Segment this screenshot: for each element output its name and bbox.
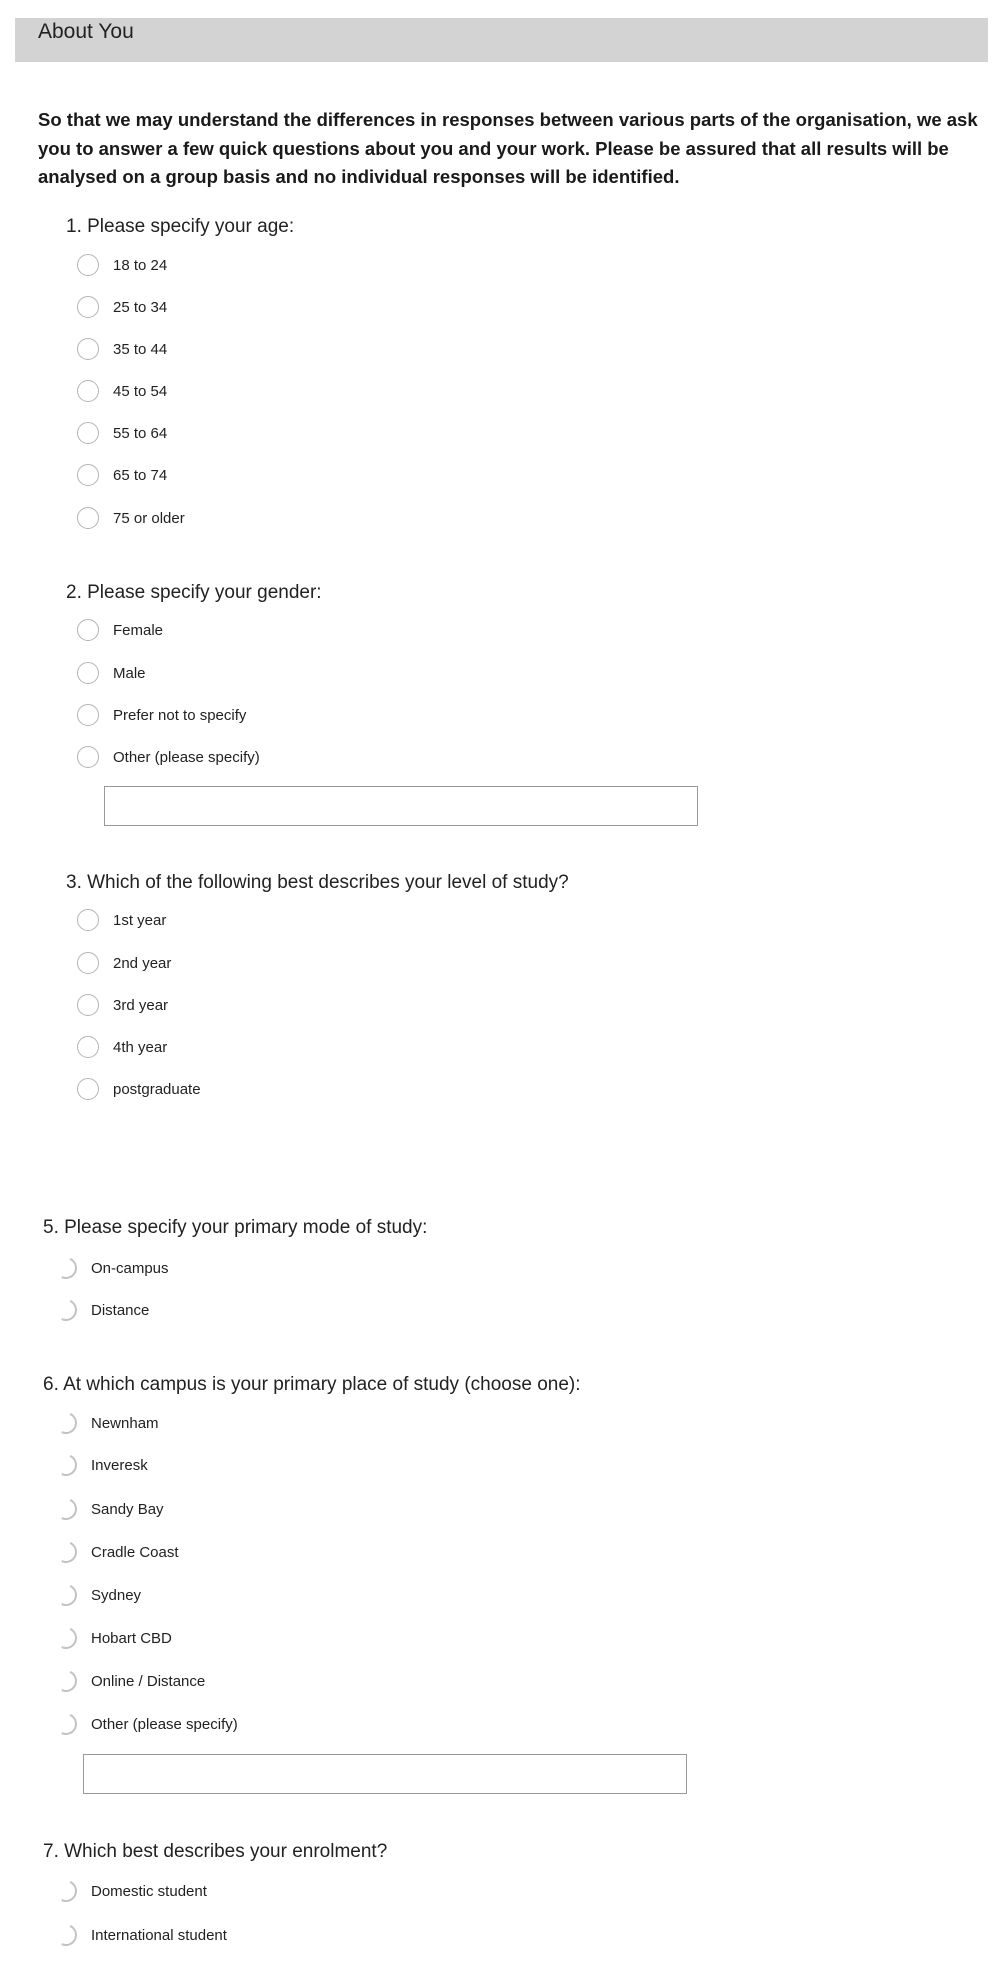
radio-button[interactable] [77,380,99,402]
age-option[interactable]: 18 to 24 [77,252,167,278]
radio-button[interactable] [77,1036,99,1058]
age-option[interactable]: 75 or older [77,505,185,531]
enrolment-option[interactable]: International student [55,1922,227,1948]
radio-button[interactable] [77,1078,99,1100]
campus-other-input[interactable] [83,1754,687,1794]
radio-button[interactable] [52,1667,80,1695]
question-gender-title: 2. Please specify your gender: [66,582,322,603]
section-title: About You [38,20,134,43]
study-level-option[interactable]: 1st year [77,907,166,933]
radio-button[interactable] [52,1710,80,1738]
question-study-mode-title: 5. Please specify your primary mode of study: [43,1217,428,1238]
gender-option[interactable]: Prefer not to specify [77,702,246,728]
radio-button[interactable] [77,746,99,768]
radio-button[interactable] [52,1495,80,1523]
age-option[interactable]: 65 to 74 [77,462,167,488]
study-level-option[interactable]: 3rd year [77,992,168,1018]
age-option[interactable]: 55 to 64 [77,420,167,446]
study-level-option[interactable]: 4th year [77,1034,167,1060]
section-header [15,18,988,62]
radio-button[interactable] [77,464,99,486]
campus-option[interactable]: Newnham [55,1410,159,1436]
radio-button[interactable] [77,338,99,360]
study-level-option[interactable]: postgraduate [77,1076,201,1102]
radio-button[interactable] [77,507,99,529]
question-enrolment-title: 7. Which best describes your enrolment? [43,1841,388,1862]
gender-other-input[interactable] [104,786,698,826]
radio-button[interactable] [52,1296,80,1324]
intro-text: So that we may understand the differences in responses between various parts of the organisation, we ask you to answer a few quick questions about you and your work. Please be assured that all results will be analysed on a group basis and no individual responses will be identified. [38,109,978,187]
age-option[interactable]: 45 to 54 [77,378,167,404]
age-option[interactable]: 25 to 34 [77,294,167,320]
question-study-level-title: 3. Which of the following best describes your level of study? [66,872,569,893]
radio-button[interactable] [77,296,99,318]
radio-button[interactable] [77,422,99,444]
radio-button[interactable] [52,1921,80,1949]
study-mode-option[interactable]: Distance [55,1297,149,1323]
radio-button[interactable] [77,704,99,726]
campus-option-other[interactable]: Other (please specify) [55,1711,238,1737]
radio-button[interactable] [52,1581,80,1609]
radio-button[interactable] [77,994,99,1016]
radio-button[interactable] [77,254,99,276]
gender-option-other[interactable]: Other (please specify) [77,744,260,770]
radio-button[interactable] [52,1877,80,1905]
radio-button[interactable] [77,952,99,974]
campus-option[interactable]: Sydney [55,1582,141,1608]
gender-option[interactable]: Female [77,617,163,643]
radio-button[interactable] [52,1451,80,1479]
radio-button[interactable] [52,1409,80,1437]
enrolment-option[interactable]: Domestic student [55,1878,207,1904]
question-age-title: 1. Please specify your age: [66,216,295,237]
radio-button[interactable] [52,1538,80,1566]
radio-button[interactable] [77,619,99,641]
campus-option[interactable]: Hobart CBD [55,1625,172,1651]
study-mode-option[interactable]: On-campus [55,1255,169,1281]
campus-option[interactable]: Cradle Coast [55,1539,179,1565]
campus-option[interactable]: Online / Distance [55,1668,205,1694]
study-level-option[interactable]: 2nd year [77,950,171,976]
question-campus-title: 6. At which campus is your primary place of study (choose one): [43,1374,581,1395]
campus-option[interactable]: Sandy Bay [55,1496,164,1522]
age-option[interactable]: 35 to 44 [77,336,167,362]
radio-button[interactable] [52,1624,80,1652]
gender-option[interactable]: Male [77,660,146,686]
radio-button[interactable] [77,662,99,684]
radio-button[interactable] [77,909,99,931]
campus-option[interactable]: Inveresk [55,1452,148,1478]
radio-button[interactable] [52,1254,80,1282]
